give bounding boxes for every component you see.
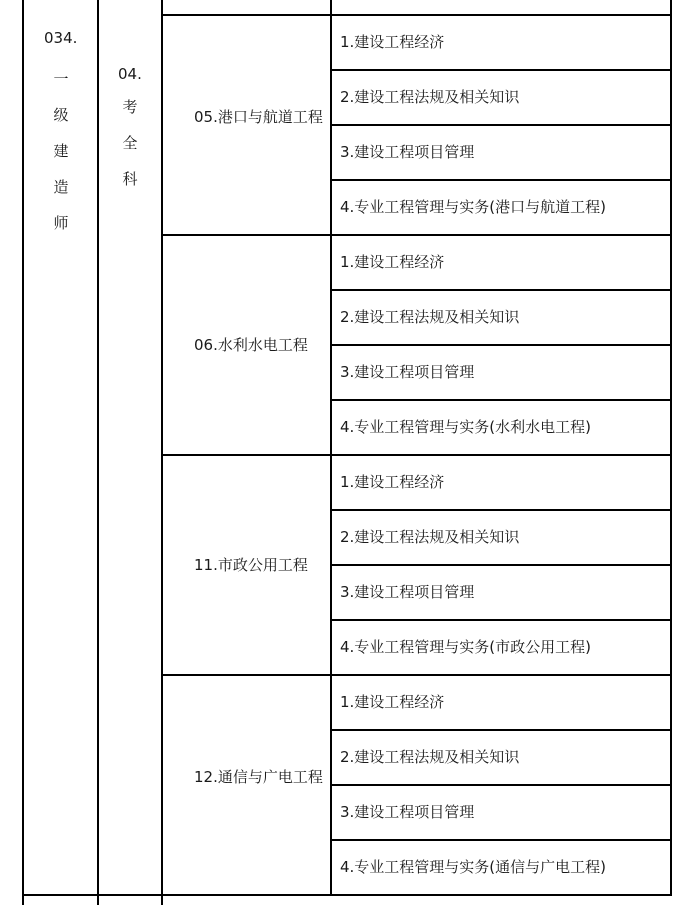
subject-divider (330, 289, 672, 291)
group-divider-1 (161, 234, 672, 236)
subject-divider (330, 179, 672, 181)
subject-cell: 3.建设工程项目管理 (340, 803, 475, 821)
exam-type-char: 全 (122, 134, 138, 152)
subject-divider (330, 564, 672, 566)
exam-type-char: 科 (122, 170, 138, 188)
category-char: 级 (53, 106, 69, 124)
subject-cell: 2.建设工程法规及相关知识 (340, 528, 520, 546)
subject-cell: 3.建设工程项目管理 (340, 143, 475, 161)
subject-divider (330, 839, 672, 841)
subject-divider (330, 729, 672, 731)
major-name: 12.通信与广电工程 (194, 768, 323, 786)
subject-cell: 1.建设工程经济 (340, 253, 445, 271)
category-char: 建 (53, 142, 69, 160)
subject-cell: 4.专业工程管理与实务(市政公用工程) (340, 638, 592, 656)
category-char: 造 (53, 178, 69, 196)
subject-cell: 2.建设工程法规及相关知识 (340, 748, 520, 766)
column-divider-1 (97, 0, 99, 905)
subject-cell: 4.专业工程管理与实务(港口与航道工程) (340, 198, 607, 216)
subject-cell: 4.专业工程管理与实务(水利水电工程) (340, 418, 592, 436)
subject-cell: 1.建设工程经济 (340, 33, 445, 51)
category-code: 034. (44, 29, 78, 47)
exam-type-vertical (110, 89, 150, 197)
table-border-left (22, 0, 24, 905)
subject-cell: 1.建设工程经济 (340, 693, 445, 711)
subject-cell: 3.建设工程项目管理 (340, 363, 475, 381)
subject-divider (330, 509, 672, 511)
subject-divider (330, 344, 672, 346)
category-char: 师 (53, 214, 69, 232)
subject-divider (330, 619, 672, 621)
subject-cell: 4.专业工程管理与实务(通信与广电工程) (340, 858, 607, 876)
subject-divider (330, 784, 672, 786)
major-name: 05.港口与航道工程 (194, 108, 323, 126)
table-bottom-border (22, 894, 672, 896)
group-divider-3 (161, 674, 672, 676)
category-name-vertical (41, 61, 81, 241)
group-divider-2 (161, 454, 672, 456)
subject-divider (330, 399, 672, 401)
exam-type-code: 04. (118, 65, 142, 83)
row-divider-top (161, 14, 672, 16)
major-name: 06.水利水电工程 (194, 336, 308, 354)
subject-divider (330, 69, 672, 71)
column-divider-2 (161, 0, 163, 905)
category-char: 一 (53, 70, 69, 88)
subject-cell: 2.建设工程法规及相关知识 (340, 308, 520, 326)
major-name: 11.市政公用工程 (194, 556, 308, 574)
subject-cell: 1.建设工程经济 (340, 473, 445, 491)
subject-cell: 2.建设工程法规及相关知识 (340, 88, 520, 106)
subject-cell: 3.建设工程项目管理 (340, 583, 475, 601)
exam-type-char: 考 (122, 98, 138, 116)
subject-divider (330, 124, 672, 126)
table-border-right (670, 0, 672, 895)
column-divider-3 (330, 0, 332, 895)
